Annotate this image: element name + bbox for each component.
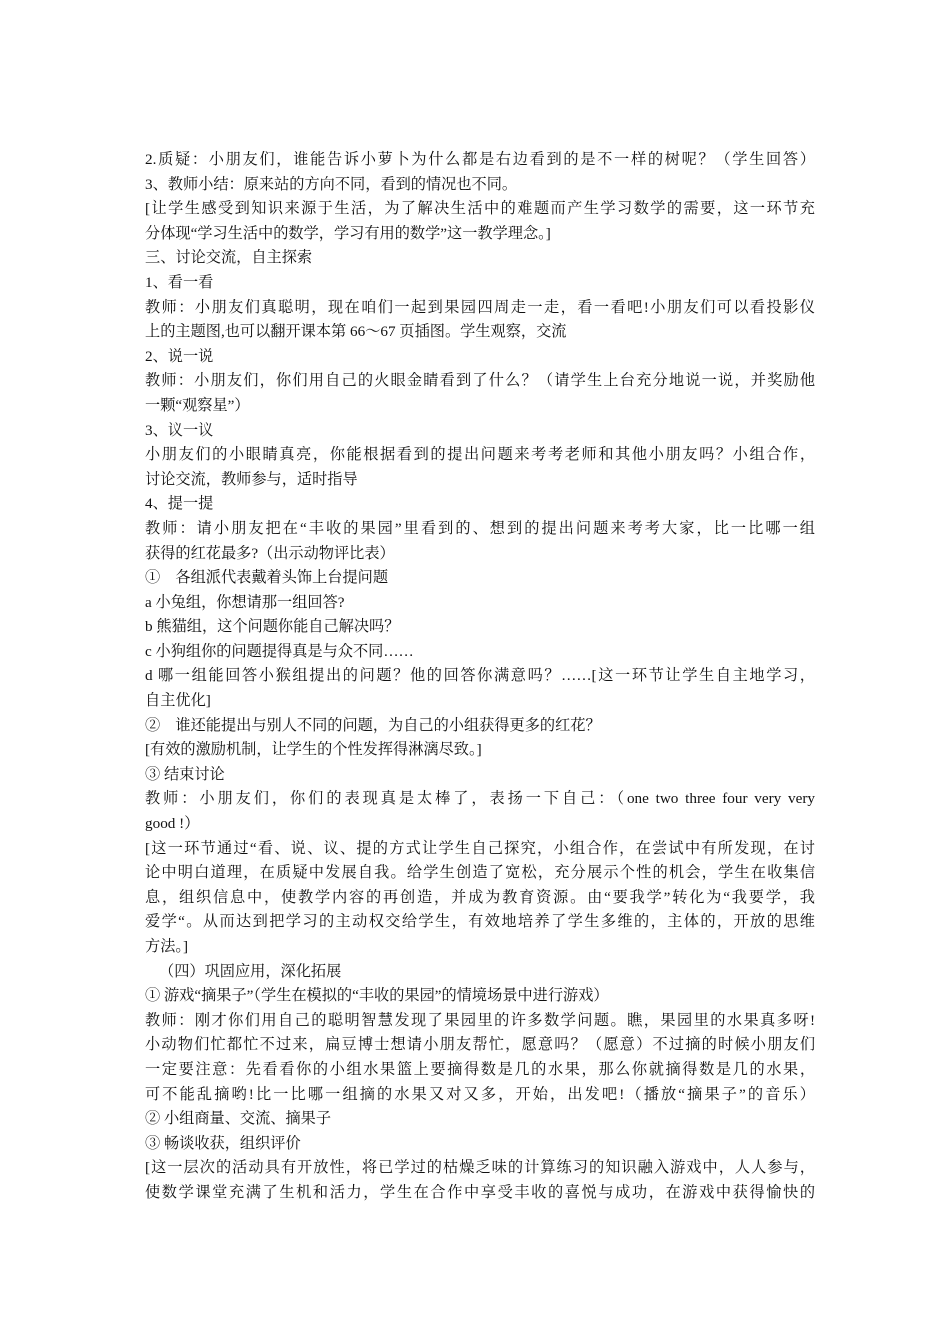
text-line: 一颗“观察星”） xyxy=(145,396,250,414)
text-line: [有效的激励机制，让学生的个性发挥得淋漓尽致。] xyxy=(145,741,482,759)
text-line: [这一环节通过“看、说、议、提的方式让学生自己探究，小组合作，在尝试中有所发现，在讨 xyxy=(145,839,815,857)
text-line: 3、议一议 xyxy=(145,421,214,439)
text-line: 自主优化] xyxy=(145,692,211,710)
text-line: 1、看一看 xyxy=(145,273,214,291)
text-line: 讨论交流，教师参与，适时指导 xyxy=(145,470,358,488)
text-line: 一定要注意：先看看你的小组水果篮上要摘得数是几的水果，那么你就摘得数是几的水果， xyxy=(145,1060,815,1078)
text-line: 获得的红花最多?（出示动物评比表） xyxy=(145,544,395,562)
text-line: [这一层次的活动具有开放性，将已学过的枯燥乏味的计算练习的知识融入游戏中，人人参与， xyxy=(145,1159,815,1177)
text-line: 爱学“。从而达到把学习的主动权交给学生，有效地培养了学生多维的，主体的，开放的思维 xyxy=(145,913,815,931)
text-line: ① 游戏“摘果子”（学生在模拟的“丰收的果园”的情境场景中进行游戏） xyxy=(145,987,609,1005)
text-line: 小动物们忙都忙不过来，扁豆博士想请小朋友帮忙，愿意吗？（愿意）不过摘的时候小朋友们 xyxy=(145,1036,815,1054)
text-line: ① 各组派代表戴着头饰上台提问题 xyxy=(145,569,388,587)
text-line: 使数学课堂充满了生机和活力，学生在合作中享受丰收的喜悦与成功，在游戏中获得愉快的 xyxy=(145,1183,815,1201)
text-line: c 小狗组你的问题提得真是与众不同…… xyxy=(145,642,414,660)
text-line: （四）巩固应用，深化拓展 xyxy=(159,962,342,980)
text-line: 论中明白道理，在质疑中发展自我。给学生创造了宽松，充分展示个性的机会，学生在收集信 xyxy=(145,864,815,882)
text-line: 分体现“学习生活中的数学，学习有用的数学”这一教学理念。] xyxy=(145,224,551,242)
text-line: 2、说一说 xyxy=(145,347,214,365)
text-line: 教师：请小朋友把在“丰收的果园”里看到的、想到的提出问题来考考大家，比一比哪一组 xyxy=(145,519,815,537)
text-line: 上的主题图,也可以翻开课本第 66～67 页插图。学生观察，交流 xyxy=(145,323,567,341)
document-page xyxy=(145,148,815,1206)
text-line: b 熊猫组，这个问题你能自己解决吗？ xyxy=(145,618,400,636)
text-line: 2.质疑：小朋友们，谁能告诉小萝卜为什么都是右边看到的是不一样的树呢？（学生回答） xyxy=(145,151,815,168)
text-line: ② 谁还能提出与别人不同的问题，为自己的小组获得更多的红花？ xyxy=(145,716,601,734)
text-line: 息，组织信息中，使教学内容的再创造，并成为教育资源。由“要我学”转化为“我要学，我 xyxy=(145,888,815,906)
text-line: ③ 结束讨论 xyxy=(145,765,225,783)
text-line: ② 小组商量、交流、摘果子 xyxy=(145,1110,332,1128)
text-line: 4、提一提 xyxy=(145,495,214,513)
text-line: 教师：刚才你们用自己的聪明智慧发现了果园里的许多数学问题。瞧，果园里的水果真多呀! xyxy=(145,1011,815,1029)
text-line: d 哪一组能回答小猴组提出的问题？他的回答你满意吗？……[这一环节让学生自主地学习， xyxy=(145,667,815,685)
text-line: a 小兔组，你想请那一组回答? xyxy=(145,593,345,611)
text-line: 教师：小朋友们真聪明，现在咱们一起到果园四周走一走，看一看吧!小朋友们可以看投影仪 xyxy=(145,298,815,316)
text-line: 小朋友们的小眼睛真亮，你能根据看到的提出问题来考考老师和其他小朋友吗？小组合作， xyxy=(145,446,815,464)
text-line: [让学生感受到知识来源于生活，为了解决生活中的难题而产生学习数学的需要，这一环节充 xyxy=(145,200,815,218)
text-line: good !） xyxy=(145,815,200,833)
text-line: 教师：小朋友们，你们用自己的火眼金睛看到了什么？（请学生上台充分地说一说，并奖励他 xyxy=(145,372,815,390)
text-line: ③ 畅谈收获，组织评价 xyxy=(145,1134,301,1152)
text-line: 方法。] xyxy=(145,938,189,955)
text-line: 教师：小朋友们，你们的表现真是太棒了，表扬一下自己：（one two three four very very xyxy=(145,790,815,808)
text-line: 3、教师小结：原来站的方向不同，看到的情况也不同。 xyxy=(145,175,518,193)
text-line: 可不能乱摘哟!比一比哪一组摘的水果又对又多，开始，出发吧!（播放“摘果子”的音乐） xyxy=(145,1085,815,1103)
text-line: 三、讨论交流，自主探索 xyxy=(145,249,313,267)
